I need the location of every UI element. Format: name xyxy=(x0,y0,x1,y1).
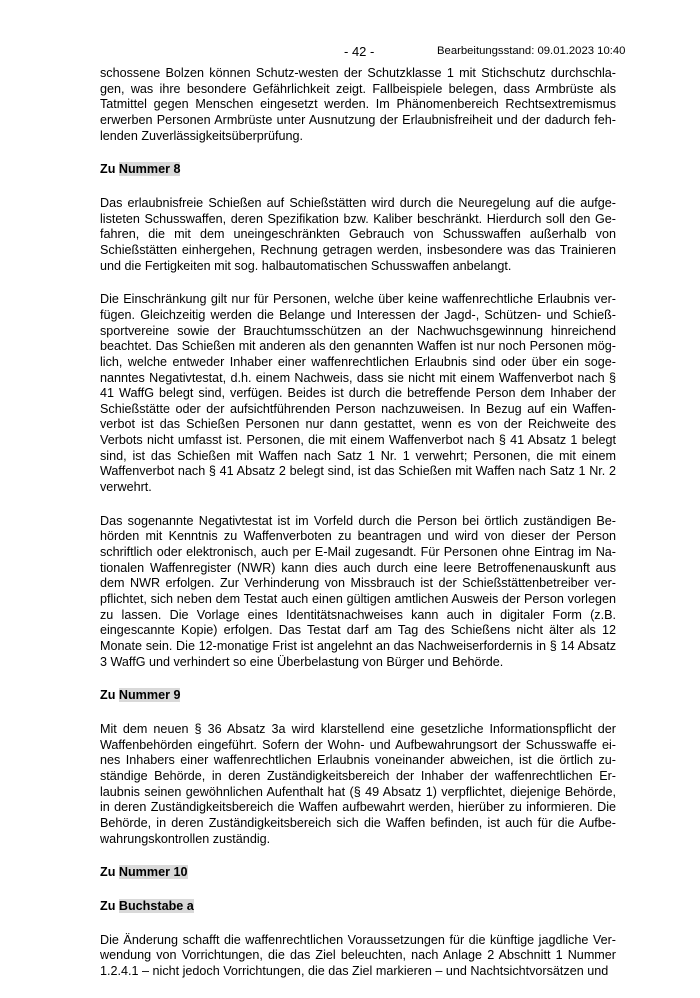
paragraph: Das sogenannte Negativtestat ist im Vorfeld durch die Person bei örtlich zuständigen Behörden mit Kenntnis zu Waffenverboten zu beantragen und wird von dieser der Person schriftlich oder elektronisch, auch per E-Mail zugesandt. Für Personen ohne Eintrag im Nationalen Waffenregister (NWR) kann dies auch durch eine leere Betroffenenauskunft aus dem NWR erfolgen. Zur Verhinderung von Missbrauch ist der Schießstättenbetreiber verpflichtet, sich neben dem Testat auch einen gültigen amtlichen Ausweis der Person vorlegen zu lassen. Die Vorlage eines Identitätsnachweises kann auch in digitaler Form (z.B. eingescannte Kopie) erfolgen. Das Testat darf am Tag des Schießens nicht älter als 12 Monate sein. Die 12-monatige Frist ist angelehnt an das Nachweiserfordernis in § 14 Absatz 3 WaffG und verhindert so eine Überbelastung von Bürger und Behörde. xyxy=(100,513,616,669)
highlighted-reference: Nummer 10 xyxy=(118,865,188,880)
paragraph: Die Einschränkung gilt nur für Personen, welche über keine waffenrechtliche Erlaubnis verfügen. Gleichzeitig werden die Belange und Interessen der Jagd-, Schützen- und Schießsportvereine sowie der Brauchtumsschützen an der Nachwuchsgewinnung hinreichend beachtet. Das Schießen mit anderen als den genannten Waffen ist nur noch Personen möglich, welche entweder Inhaber einer waffenrechtlichen Erlaubnis sind oder über ein sogenanntes Negativtestat, d.h. einem Nachweis, dass sie nicht mit einem Waffenverbot nach § 41 WaffG belegt sind, verfügen. Beides ist durch die betreffende Person dem Inhaber der Schießstätte oder der aufsichtführenden Person nachzuweisen. In Bezug auf ein Waffenverbot ist das Schießen Personen nur dann gestattet, wenn es von der Reichweite des Verbots nicht umfasst ist. Personen, die mit einem Waffenverbot nach § 41 Absatz 1 belegt sind, ist das Schießen mit Waffen nach Satz 1 Nr. 1 verwehrt; Personen, die mit einem Waffenverbot nach § 41 Absatz 2 belegt sind, ist das Schießen mit Waffen nach Satz 1 Nr. 2 verwehrt. xyxy=(100,292,616,495)
section-heading-nummer-10: Zu Nummer 10 xyxy=(100,865,188,880)
highlighted-reference: Nummer 9 xyxy=(118,688,181,703)
paragraph: schossene Bolzen können Schutz-westen der Schutzklasse 1 mit Stichschutz durchschlagen, was ihre besondere Gefährlichkeit zeigt. Fallbeispiele belegen, dass Armbrüste als Tatmittel gegen Menschen eingesetzt werden. Im Phänomenbereich Rechtsextremismus erwerben Personen Armbrüste unter Ausnutzung der Erlaubnisfreiheit und der dadurch fehlenden Zuverlässigkeitsüberprüfung. xyxy=(100,66,616,143)
paragraph: Das erlaubnisfreie Schießen auf Schießstätten wird durch die Neuregelung auf die aufgelisteten Schusswaffen, deren Spezifikation bzw. Kaliber beschränkt. Hierdurch soll den Gefahren, die mit dem uneingeschränkten Gebrauch von Schusswaffen außerhalb von Schießstätten einhergehen, Rechnung getragen werden, insbesondere was das Trainieren und die Fertigkeiten mit sog. halbautomatischen Schusswaffen anbelangt. xyxy=(100,195,616,273)
highlighted-reference: Nummer 8 xyxy=(118,162,181,177)
document-body xyxy=(100,66,616,998)
editing-status: Bearbeitungsstand: 09.01.2023 10:40 xyxy=(437,45,626,57)
page-number: - 42 - xyxy=(344,44,375,59)
section-heading-nummer-9: Zu Nummer 9 xyxy=(100,688,181,703)
section-heading-buchstabe-a: Zu Buchstabe a xyxy=(100,898,194,913)
section-heading-nummer-8: Zu Nummer 8 xyxy=(100,162,181,177)
highlighted-reference: Buchstabe a xyxy=(118,898,194,913)
paragraph: Mit dem neuen § 36 Absatz 3a wird klarstellend eine gesetzliche Informationspflicht der Waffenbehörden eingeführt. Sofern der Wohn- und Aufbewahrungsort der Schusswaffe eines Inhabers einer waffenrechtlichen Erlaubnis voneinander abweichen, ist die örtlich zuständige Behörde, in deren Zuständigkeitsbereich der Inhaber der waffenrechtlichen Erlaubnis seinen gewöhnlichen Aufenthalt hat (§ 49 Absatz 1) verpflichtet, diejenige Behörde, in deren Zuständigkeitsbereich die Waffen aufbewahrt werden, hierüber zu informieren. Die Behörde, in deren Zuständigkeitsbereich sich die Waffen befinden, ist auch für die Aufbewahrungskontrollen zuständig. xyxy=(100,721,616,846)
page-header xyxy=(0,44,700,60)
paragraph: Die Änderung schafft die waffenrechtlichen Voraussetzungen für die künftige jagdliche Verwendung von Vorrichtungen, die das Ziel beleuchten, nach Anlage 2 Abschnitt 1 Nummer 1.2.4.1 – nicht jedoch Vorrichtungen, die das Ziel markieren – und Nachtsichtvorsätzen und xyxy=(100,932,616,978)
